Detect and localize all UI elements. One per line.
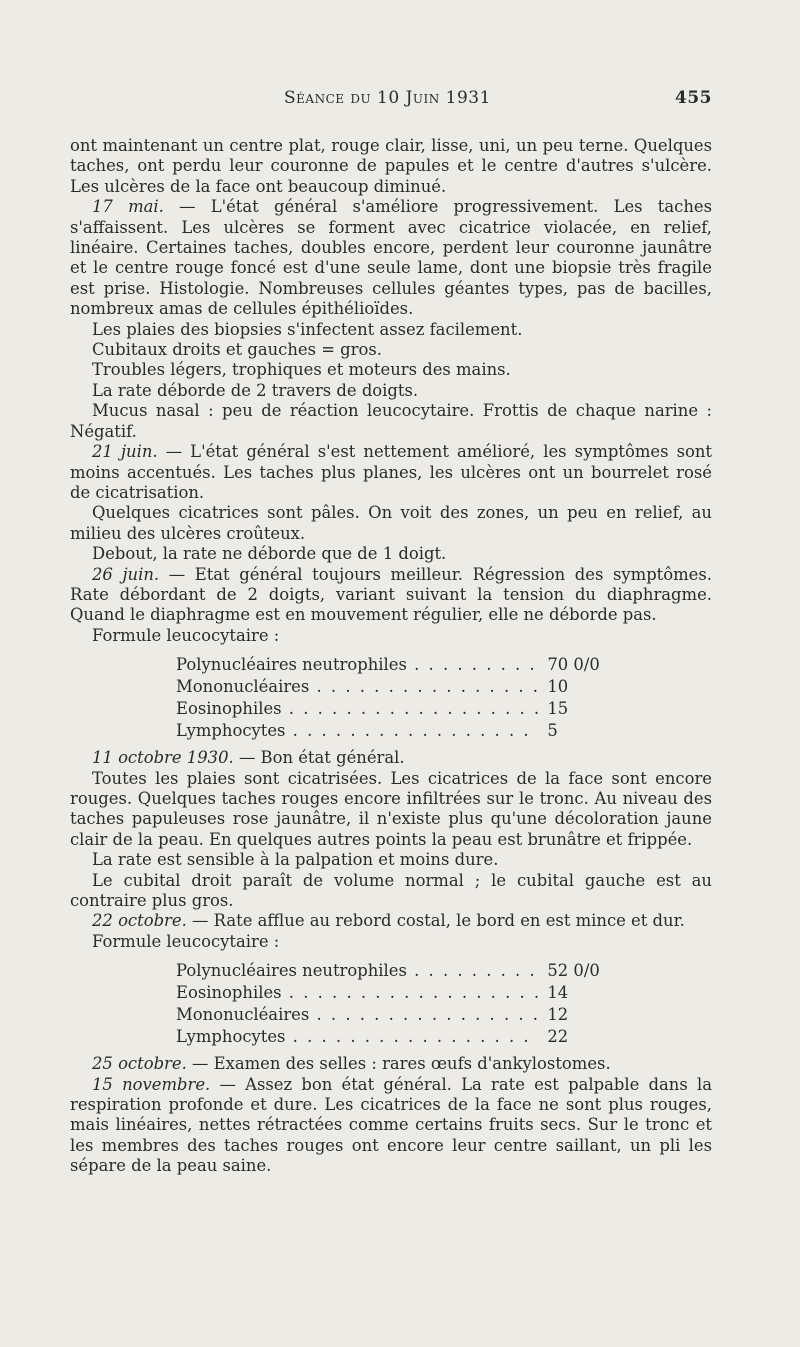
paragraph: ont maintenant un centre plat, rouge clair, lisse, uni, un peu terne. Quelques taches, ont perdu leur couronne de papules et le centre d'autres s'ulcère. Les ulcères de la face ont beaucoup diminué. [70, 136, 712, 196]
table-row [176, 676, 620, 698]
cell-value: 14 [547, 983, 569, 1003]
paragraph: Debout, la rate ne déborde que de 1 doigt. [92, 544, 447, 564]
table-row [176, 654, 620, 676]
paragraph: Le cubital droit paraît de volume normal ; le cubital gauche est au contraire plus gros. [70, 870, 712, 910]
table-row [176, 698, 620, 720]
cell-value: 5 [547, 721, 558, 741]
entry-date: 26 juin. [92, 564, 160, 584]
cell-name: Polynucléaires neutrophiles . . . [176, 654, 539, 676]
paragraph-text: — Bon état général. [233, 748, 405, 768]
paragraph: La rate déborde de 2 travers de doigts. [92, 380, 419, 400]
leucocyte-table-1 [176, 654, 620, 742]
paragraph [70, 197, 712, 319]
cell-name: Eosinophiles . . . [176, 982, 539, 1004]
entry-date: 11 octobre 1930. [92, 748, 234, 768]
cell-name: Lymphocytes . . . [176, 720, 539, 742]
cell-name: Lymphocytes . . . [176, 1026, 539, 1048]
entry-date: 22 octobre. [92, 911, 187, 931]
table-row [176, 960, 620, 982]
paragraph-text: — L'état général s'est nettement amélioré, les symptômes sont moins accentués. Les taches plus planes, les ulcères ont un bourrelet rosé de cicatrisation. [70, 442, 713, 502]
cell-name: Mononucléaires . . . [176, 676, 539, 698]
header-title: Séance du 10 Juin 1931 [284, 88, 491, 108]
table-row [176, 1004, 620, 1026]
table-row [176, 1026, 620, 1048]
paragraph [70, 748, 712, 768]
body-text [70, 136, 712, 1177]
cell-name: Mononucléaires . . . [176, 1004, 539, 1026]
leucocyte-table-2 [176, 960, 620, 1048]
paragraph: Toutes les plaies sont cicatrisées. Les cicatrices de la face sont encore rouges. Quelques taches rouges encore infiltrées sur le tronc. Au niveau des taches papuleuses rose jaunâtre, il n'existe plus qu'une décoloration jaune clair de la peau. En quelques autres points la peau est brunâtre et frippée. [70, 768, 712, 849]
paragraph: Les plaies des biopsies s'infectent assez facilement. [92, 319, 523, 339]
cell-name: Polynucléaires neutrophiles . . . [176, 960, 539, 982]
entry-date: 21 juin. [92, 442, 158, 462]
page-number: 455 [675, 88, 712, 108]
cell-value: 22 [547, 1027, 569, 1047]
entry-date: 25 octobre. [92, 1054, 187, 1074]
paragraph [70, 911, 712, 931]
table-row [176, 720, 620, 742]
paragraph-text: — Etat général toujours meilleur. Régression des symptômes. Rate débordant de 2 doigts, variant suivant la tension du diaphragme. Quand le diaphragme est en mouvement régulier, elle ne déborde pas. [70, 564, 713, 625]
paragraph-text: — Rate afflue au rebord costal, le bord en est mince et dur. [186, 911, 685, 931]
paragraph: Mucus nasal : peu de réaction leucocytaire. Frottis de chaque narine : Négatif. [70, 401, 712, 441]
paragraph [70, 442, 712, 503]
cell-value: 15 [547, 699, 569, 719]
paragraph: Quelques cicatrices sont pâles. On voit des zones, un peu en relief, au milieu des ulcères croûteux. [70, 503, 712, 543]
paragraph: Formule leucocytaire : [92, 625, 280, 645]
cell-value: 10 [547, 677, 569, 697]
paragraph-text: — Assez bon état général. La rate est palpable dans la respiration profonde et dure. Les cicatrices de la face ne sont plus rouges, mais linéaires, nettes rétractées comme certains fruits secs. Sur le tronc et les membres des taches rouges ont encore leur centre saillant, un pli les sépare de la peau saine. [70, 1074, 713, 1176]
paragraph: La rate est sensible à la palpation et moins dure. [92, 850, 499, 870]
running-header [72, 88, 712, 114]
entry-date: 15 novembre. [92, 1074, 211, 1094]
paragraph: Cubitaux droits et gauches = gros. [92, 340, 382, 360]
entry-date: 17 mai. [92, 197, 164, 217]
cell-value: 70 0/0 [547, 655, 600, 675]
paragraph: Formule leucocytaire : [92, 931, 280, 951]
paragraph [70, 1075, 712, 1177]
table-row [176, 982, 620, 1004]
paragraph-text: — L'état général s'améliore progressivement. Les taches s'affaissent. Les ulcères se forment avec cicatrice violacée, en relief, linéaire. Certaines taches, doubles encore, perdent leur couronne jaunâtre et le centre rouge foncé est d'une seule lame, dont une biopsie très fragile est prise. Histologie. Nombreuses cellules géantes types, pas de bacilles, nombreux amas de cellules épithélioïdes. [70, 197, 712, 319]
cell-name: Eosinophiles . . . [176, 698, 539, 720]
paragraph-text: — Examen des selles : rares œufs d'ankylostomes. [186, 1054, 611, 1074]
paragraph [70, 1054, 712, 1074]
paragraph: Troubles légers, trophiques et moteurs des mains. [92, 360, 511, 380]
cell-value: 12 [547, 1005, 569, 1025]
cell-value: 52 0/0 [547, 961, 600, 981]
paragraph [70, 565, 712, 626]
